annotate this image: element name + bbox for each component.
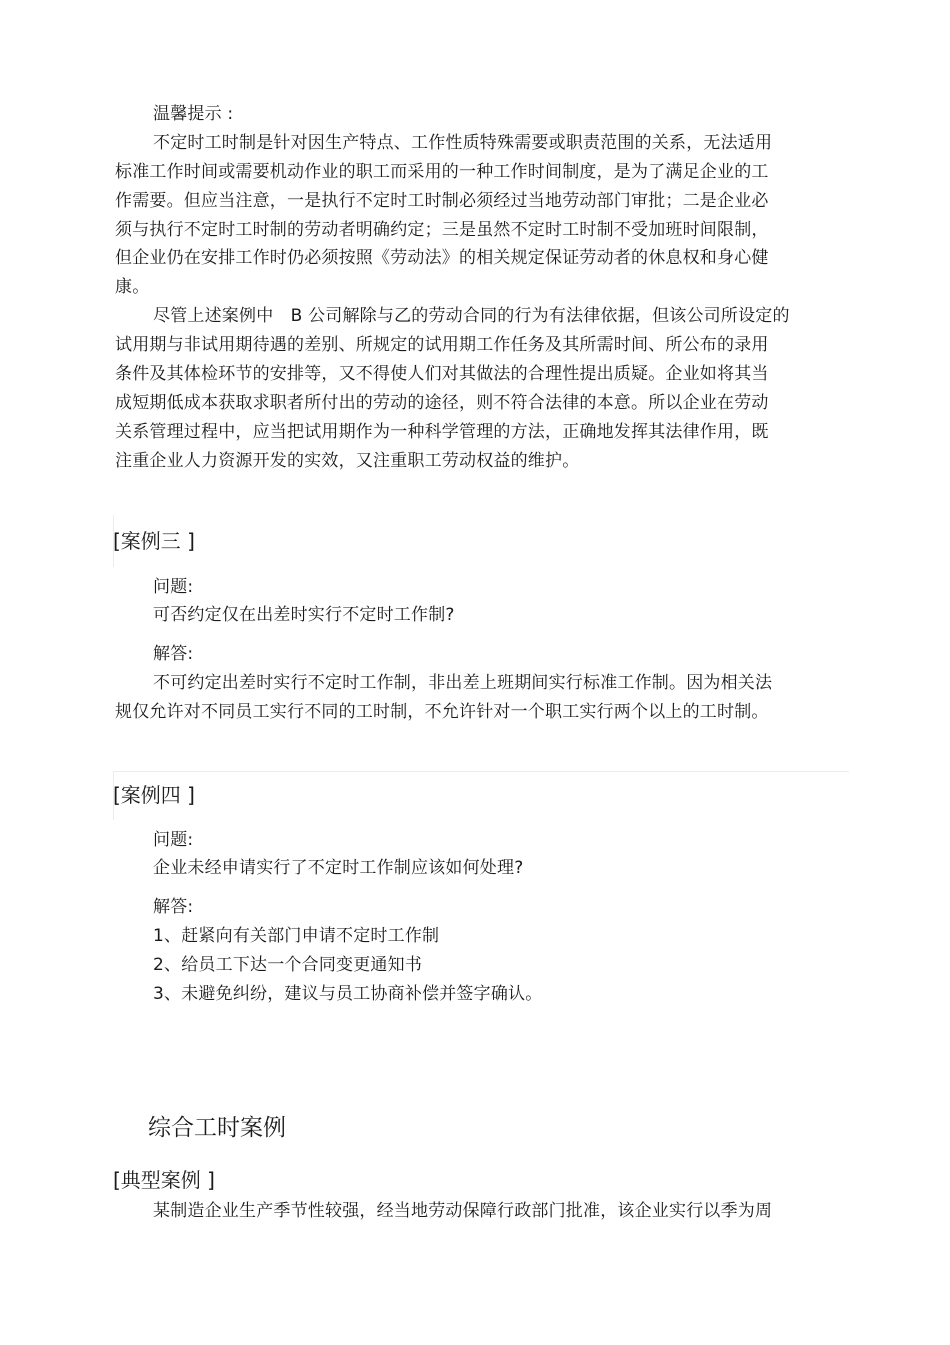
typical-case-body: 某制造企业生产季节性较强，经当地劳动保障行政部门批准，该企业实行以季为周 [153, 1201, 773, 1221]
case3-answer-label: 解答: [153, 644, 194, 664]
tip-para2-line: 注重企业人力资源开发的实效，又注重职工劳动权益的维护。 [115, 451, 580, 471]
case3-title: [案例三 ] [113, 529, 195, 553]
case3-answer-line: 不可约定出差时实行不定时工作制，非出差上班期间实行标准工作制。因为相关法 [153, 673, 773, 693]
tip-para2-line: 试用期与非试用期待遇的差别、所规定的试用期工作任务及其所需时间、所公布的录用 [115, 335, 769, 355]
case4-answer-item: 3、未避免纠纷，建议与员工协商补偿并签字确认。 [153, 984, 543, 1004]
tip-para1-line: 标准工作时间或需要机动作业的职工而采用的一种工作时间制度，是为了满足企业的工 [115, 162, 769, 182]
case4-answer-item: 2、给员工下达一个合同变更通知书 [153, 955, 423, 975]
tip-para1-line: 但企业仍在安排工作时仍必须按照《劳动法》的相关规定保证劳动者的休息权和身心健 [115, 248, 769, 268]
tip-para1-line: 不定时工时制是针对因生产特点、工作性质特殊需要或职责范围的关系，无法适用 [153, 133, 773, 153]
tip-para1-line: 须与执行不定时工时制的劳动者明确约定；三是虽然不定时工时制不受加班时间限制， [115, 220, 769, 240]
tip-label: 温馨提示 : [153, 104, 234, 124]
case3-question-label: 问题: [153, 577, 194, 597]
tip-para2-line: 尽管上述案例中 B 公司解除与乙的劳动合同的行为有法律依据，但该公司所设定的 [153, 306, 790, 326]
section-divider [113, 771, 849, 772]
case4-answer-label: 解答: [153, 897, 194, 917]
case3-answer-line: 规仅允许对不同员工实行不同的工时制，不允许针对一个职工实行两个以上的工时制。 [115, 702, 769, 722]
section-title: 综合工时案例 [148, 1115, 286, 1141]
tip-para2-line: 关系管理过程中，应当把试用期作为一种科学管理的方法，正确地发挥其法律作用，既 [115, 422, 769, 442]
tip-para1-line: 作需要。但应当注意，一是执行不定时工时制必须经过当地劳动部门审批；二是企业必 [115, 191, 769, 211]
tip-para2-line: 成短期低成本获取求职者所付出的劳动的途径，则不符合法律的本意。所以企业在劳动 [115, 393, 769, 413]
case3-question: 可否约定仅在出差时实行不定时工作制? [153, 605, 455, 625]
case4-question: 企业未经申请实行了不定时工作制应该如何处理? [153, 858, 524, 878]
case4-title: [案例四 ] [113, 783, 195, 807]
tip-para1-line: 康。 [115, 277, 150, 297]
typical-case-title: [典型案例 ] [113, 1168, 215, 1192]
case4-question-label: 问题: [153, 830, 194, 850]
tip-para2-line: 条件及其体检环节的安排等，又不得使人们对其做法的合理性提出质疑。企业如将其当 [115, 364, 769, 384]
case4-answer-item: 1、赶紧向有关部门申请不定时工作制 [153, 926, 440, 946]
